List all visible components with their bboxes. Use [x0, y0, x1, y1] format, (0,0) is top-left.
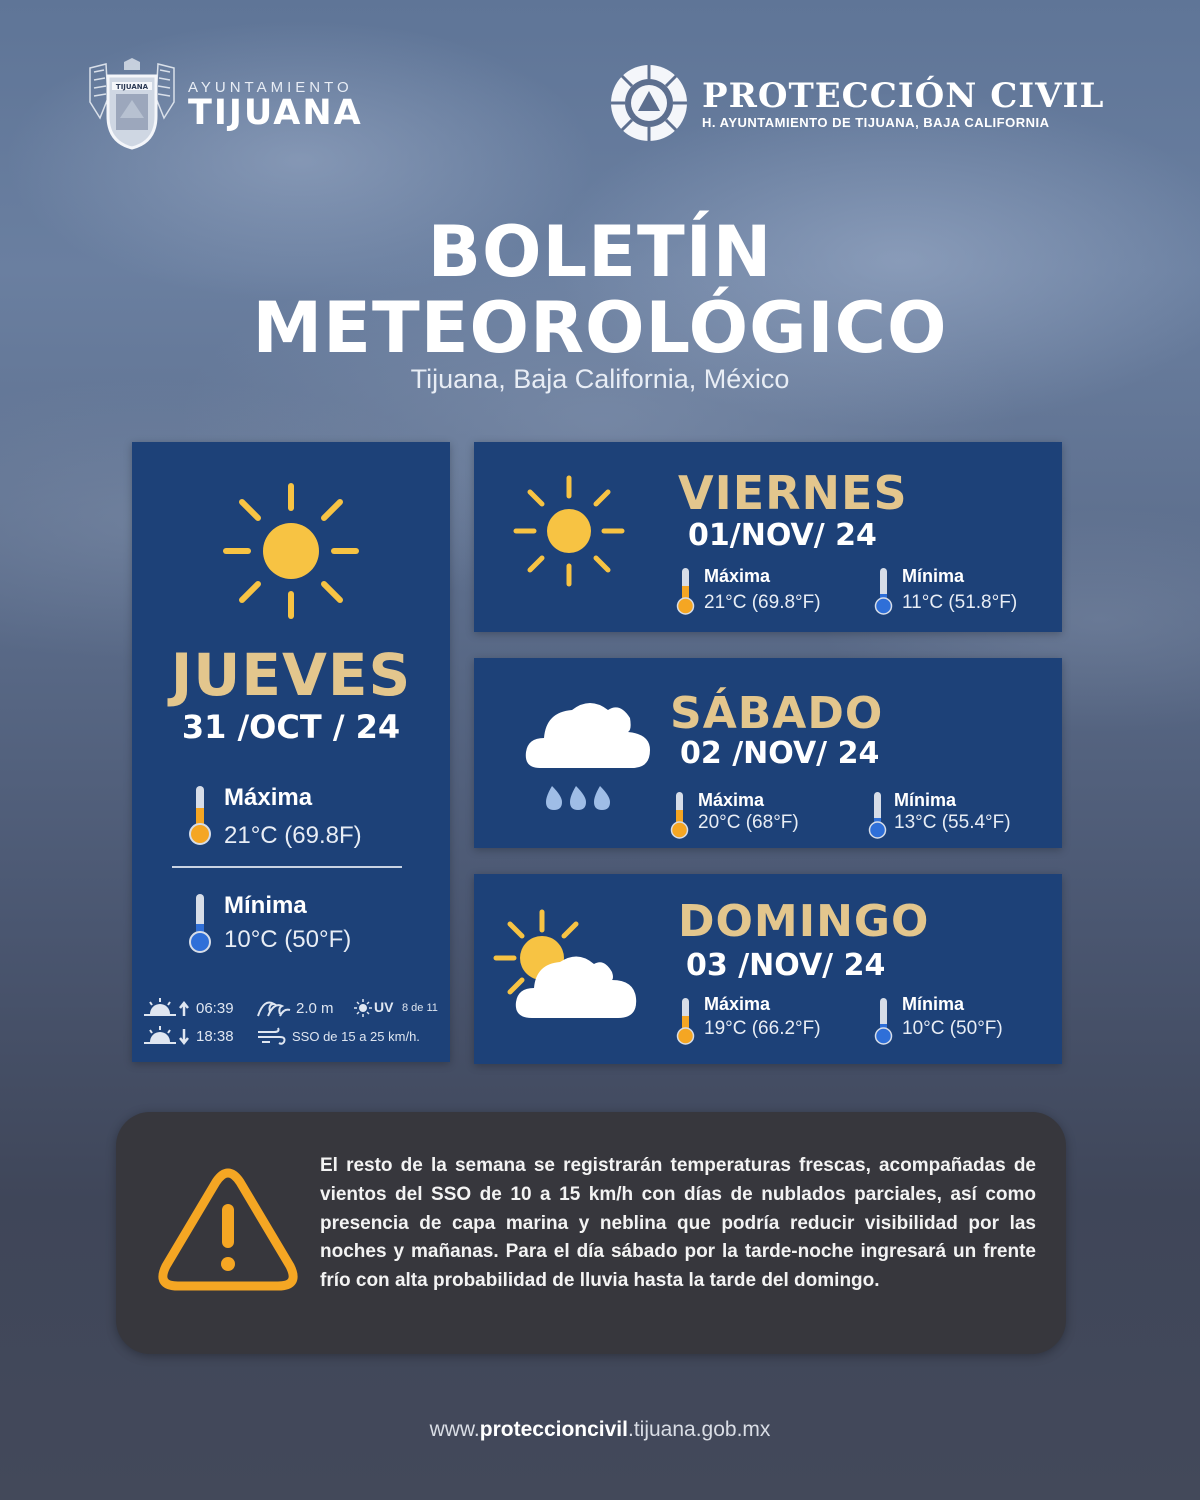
- max-label: Máxima: [698, 790, 765, 810]
- max-label: Máxima: [704, 566, 771, 586]
- location-subtitle: Tijuana, Baja California, México: [410, 364, 790, 394]
- uv-sun-icon: [354, 999, 372, 1017]
- sunset-time: 18:38: [196, 1028, 234, 1045]
- thermometer-max-icon: [188, 784, 212, 846]
- uv-value: 8 de 11: [402, 1002, 438, 1014]
- advisory-text: El resto de la semana se registrarán temperaturas frescas, acompañadas de vientos del SSO de 10 a 15 km/h con días de nublados parciales, así como presencia de capa marina y neblina que podría reducir visibilidad por las noches y mañanas. Para el día sábado por la tarde-noche ingresará un frente frío con alta probabilidad de lluvia hasta la tarde del domingo.: [320, 1155, 1036, 1292]
- max-value: 21°C (69.8F): [224, 822, 362, 849]
- proteccion-civil-emblem-icon: [608, 62, 690, 144]
- thermometer-min-icon: [874, 566, 894, 616]
- ayuntamiento-subtitle: H. AYUNTAMIENTO DE TIJUANA, BAJA CALIFORNIA: [702, 114, 1050, 130]
- day-name: JUEVES: [170, 641, 412, 709]
- day-date: 01/NOV/ 24: [688, 518, 877, 553]
- url-suffix: .tijuana.gob.mx: [627, 1418, 771, 1441]
- bulletin-title-line1: BOLETÍN: [427, 211, 773, 293]
- wave-icon: [256, 996, 292, 1018]
- ayuntamiento-label: AYUNTAMIENTO: [188, 78, 353, 96]
- sun-icon: [512, 474, 626, 588]
- wind-icon: [256, 1026, 286, 1046]
- tijuana-label: TIJUANA: [188, 92, 363, 133]
- min-label: Mínima: [894, 790, 957, 810]
- proteccion-civil-label: PROTECCIÓN CIVIL: [702, 75, 1105, 116]
- wind-info: SSO de 15 a 25 km/h.: [292, 1029, 420, 1044]
- day-date: 31 /OCT / 24: [181, 708, 401, 746]
- website-link[interactable]: [0, 1418, 1200, 1442]
- warning-triangle-icon: [158, 1168, 298, 1296]
- uv-label: UV: [374, 999, 394, 1015]
- forecast-card-saturday: [474, 658, 1062, 848]
- thermometer-max-icon: [670, 790, 690, 840]
- day-name: VIERNES: [678, 466, 908, 520]
- sunrise-time: 06:39: [196, 1000, 234, 1017]
- bulletin-title-line2: METEOROLÓGICO: [252, 287, 948, 369]
- divider: [172, 866, 402, 868]
- partly-cloudy-icon: [492, 906, 654, 1026]
- day-date: 02 /NOV/ 24: [680, 736, 880, 771]
- sunset-icon: [144, 1026, 192, 1046]
- max-value: 21°C (69.8°F): [704, 592, 821, 613]
- forecast-card-sunday: [474, 874, 1062, 1064]
- thermometer-min-icon: [188, 892, 212, 954]
- min-label: Mínima: [224, 892, 307, 919]
- url-domain-bold: proteccioncivil: [479, 1418, 628, 1441]
- day-name: DOMINGO: [678, 896, 930, 947]
- url-prefix: www.: [429, 1418, 480, 1441]
- weather-advisory-box: [116, 1112, 1066, 1354]
- min-label: Mínima: [902, 994, 965, 1014]
- day-name: SÁBADO: [670, 688, 884, 739]
- min-value: 10°C (50°F): [224, 926, 352, 953]
- wave-height: 2.0 m: [296, 1000, 334, 1017]
- max-value: 20°C (68°F): [698, 812, 799, 833]
- proteccion-civil-logo: [608, 62, 1104, 144]
- rain-cloud-icon: [524, 692, 654, 816]
- min-label: Mínima: [902, 566, 965, 586]
- tijuana-coat-of-arms-icon: [86, 58, 178, 150]
- day-date: 03 /NOV/ 24: [686, 948, 886, 983]
- thermometer-min-icon: [868, 790, 888, 840]
- max-label: Máxima: [224, 784, 313, 811]
- forecast-card-friday: [474, 442, 1062, 632]
- max-value: 19°C (66.2°F): [704, 1018, 821, 1039]
- max-label: Máxima: [704, 994, 771, 1014]
- sun-icon: [220, 480, 362, 622]
- min-value: 10°C (50°F): [902, 1018, 1003, 1039]
- min-value: 11°C (51.8°F): [902, 592, 1018, 613]
- thermometer-min-icon: [874, 996, 894, 1046]
- thermometer-max-icon: [676, 996, 696, 1046]
- ayuntamiento-tijuana-logo: [86, 58, 363, 150]
- sunrise-icon: [144, 998, 192, 1018]
- forecast-card-thursday: [132, 442, 450, 1062]
- thermometer-max-icon: [676, 566, 696, 616]
- min-value: 13°C (55.4°F): [894, 812, 1011, 833]
- svg-text:TIJUANA: TIJUANA: [115, 83, 149, 91]
